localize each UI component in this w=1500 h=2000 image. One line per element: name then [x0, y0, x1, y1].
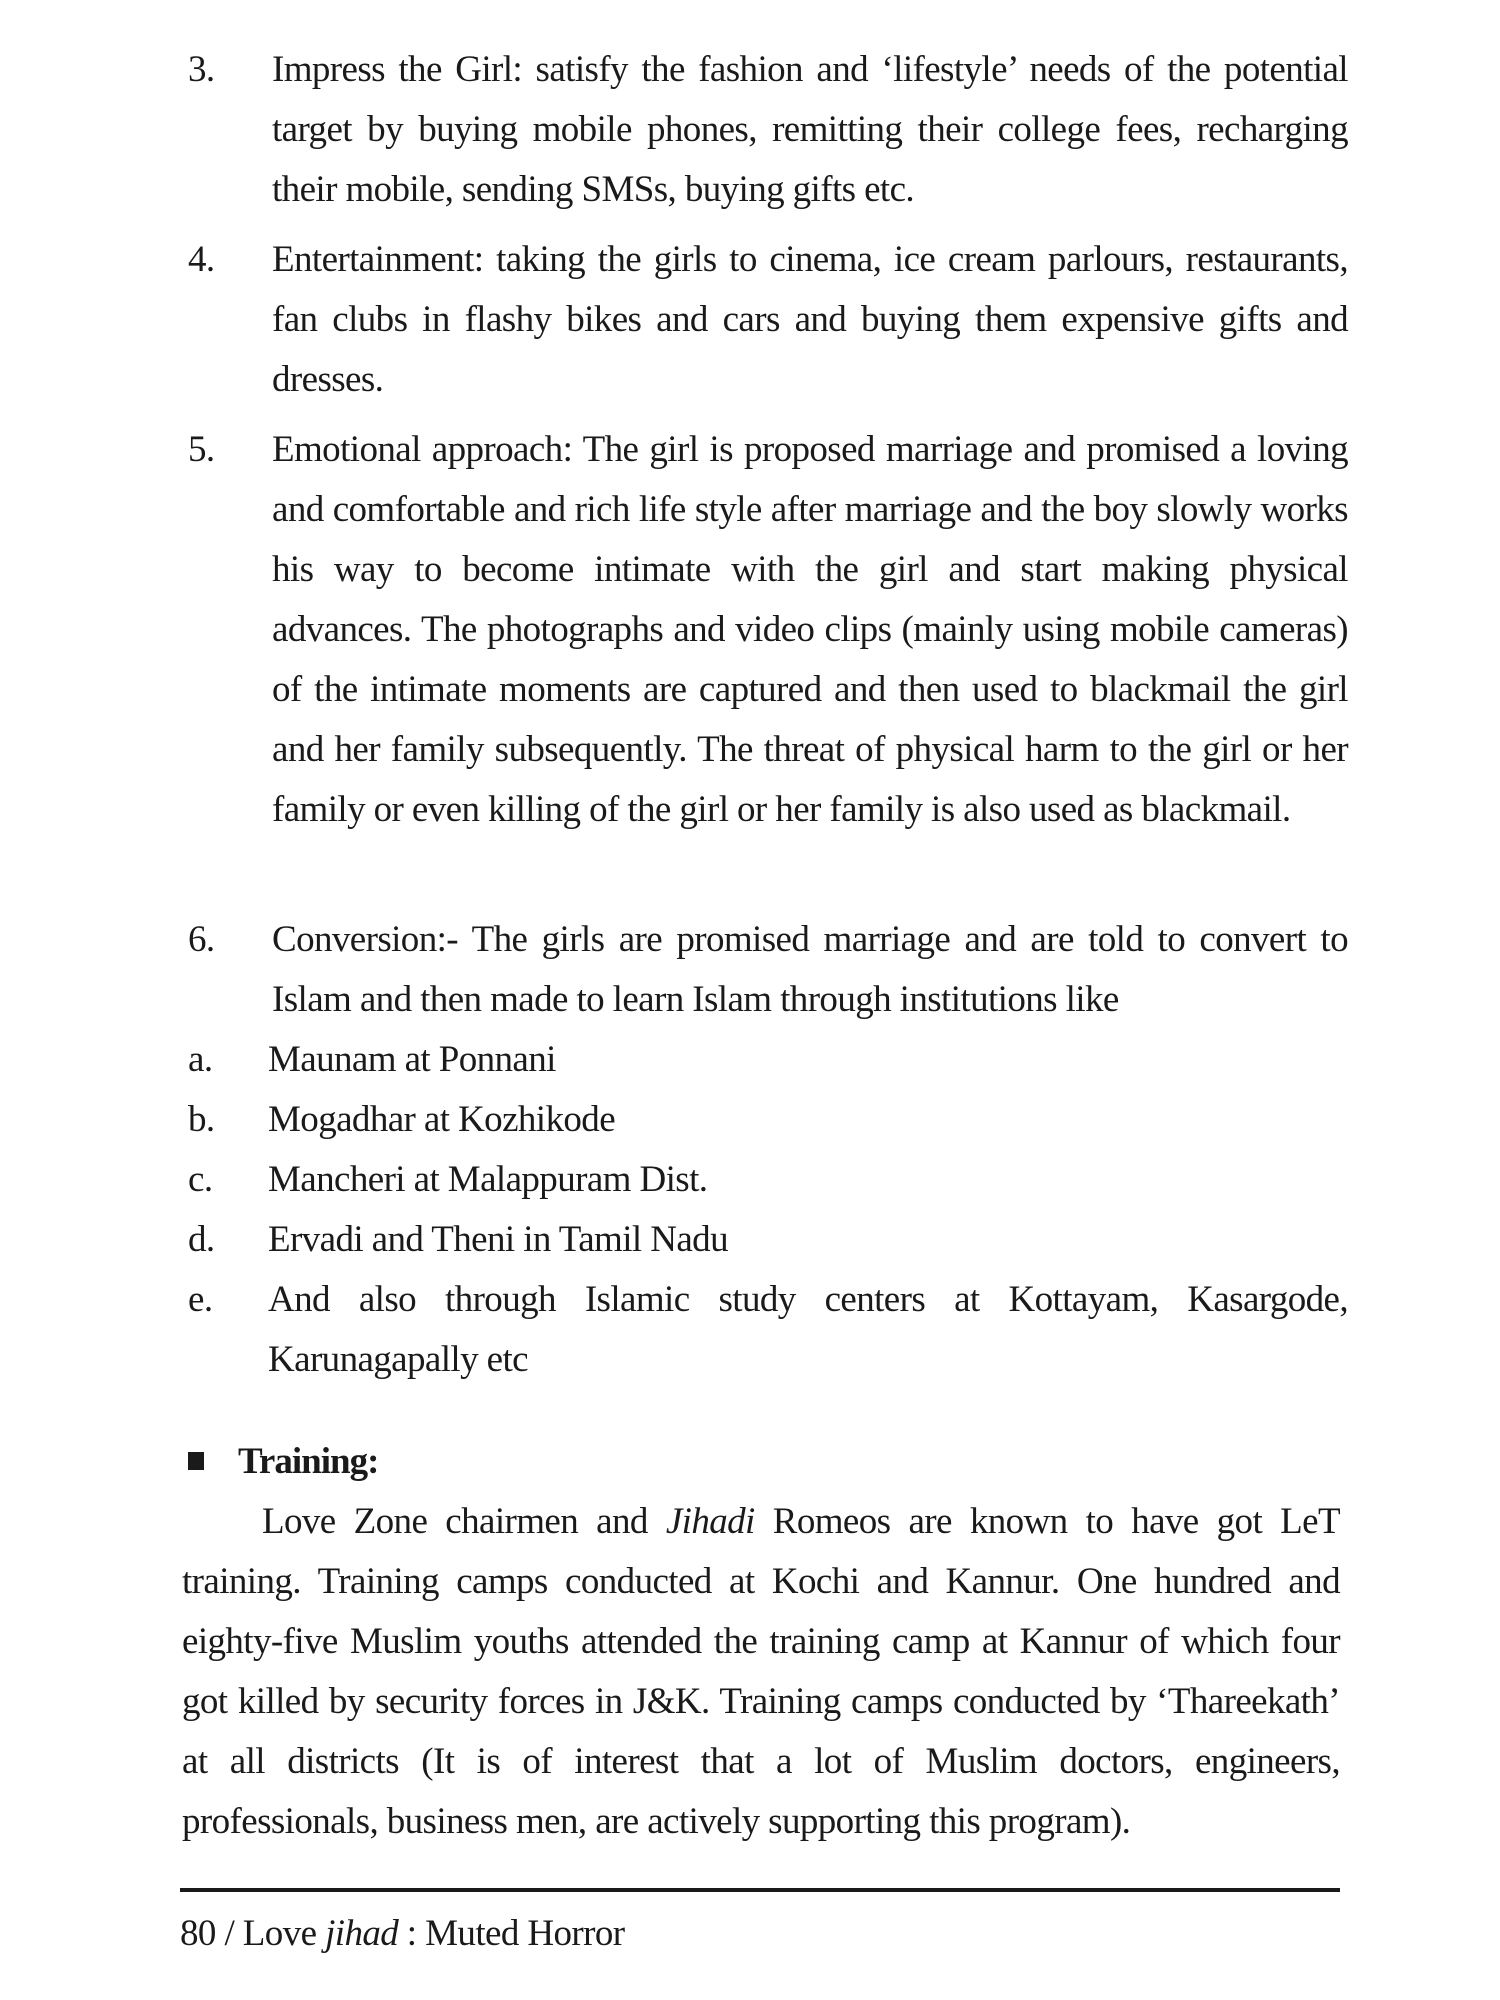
list-item-number: 6.	[188, 919, 215, 960]
paragraph-lead: Love Zone chairmen and	[262, 1501, 666, 1542]
section-heading	[188, 1432, 378, 1492]
sub-list-item	[188, 1150, 1348, 1210]
sub-list-item-letter: b.	[188, 1099, 215, 1140]
sub-list-item-text: Mogadhar at Kozhikode	[268, 1099, 616, 1140]
sub-list-item	[188, 1210, 1348, 1270]
list-item-number: 5.	[188, 429, 215, 470]
sub-list-item-text: Mancheri at Malappuram Dist.	[268, 1159, 708, 1200]
page-footer	[180, 1904, 624, 1964]
footer-separator: / Love	[215, 1913, 326, 1954]
list-item-number: 3.	[188, 49, 215, 90]
list-item-text: Emotional approach: The girl is proposed marriage and promised a loving and comfortable and rich life style after marriage and the boy slowly works his way to become intimate with the girl and start making physical advances. The photographs and video clips (mainly using mobile cameras) of the intimate moments are captured and then used to blackmail the girl and her family subsequently. The threat of physical harm to the girl or her family or even killing of the girl or her family is also used as blackmail.	[272, 429, 1348, 830]
square-bullet-icon	[188, 1452, 204, 1470]
list-item	[188, 420, 1348, 840]
sub-list-item	[188, 1030, 1348, 1090]
list-item-number: 4.	[188, 239, 215, 280]
list-item-text: Conversion:- The girls are promised marriage and are told to convert to Islam and then made to learn Islam through institutions like	[272, 919, 1348, 1020]
list-item-text: Entertainment: taking the girls to cinema, ice cream parlours, restaurants, fan clubs in flashy bikes and cars and buying them expensive gifts and dresses.	[272, 239, 1348, 400]
sub-list-item-text: Maunam at Ponnani	[268, 1039, 556, 1080]
list-item	[188, 230, 1348, 410]
book-title-rest: : Muted Horror	[398, 1913, 625, 1954]
sub-list-item-letter: e.	[188, 1279, 213, 1320]
sub-list-item-letter: d.	[188, 1219, 215, 1260]
sub-list-item-letter: c.	[188, 1159, 213, 1200]
sub-list-item-text: And also through Islamic study centers at Kottayam, Kasargode, Karunagapally etc	[268, 1279, 1348, 1380]
page-number: 80	[180, 1913, 216, 1954]
section-heading-text: Training:	[238, 1441, 379, 1482]
list-item	[188, 40, 1348, 220]
sub-list-item	[188, 1270, 1348, 1390]
sub-list-item-text: Ervadi and Theni in Tamil Nadu	[268, 1219, 728, 1260]
paragraph-rest: Romeos are known to have got LeT training. Training camps conducted at Kochi and Kannur. One hundred and eighty-five Muslim youths attended the training camp at Kannur of which four got killed by security forces in J&K. Training camps conducted by ‘Thareekath’ at all districts (It is of interest that a lot of Muslim doctors, engineers, professionals, business men, are actively supporting this program).	[182, 1501, 1340, 1842]
footer-divider	[180, 1888, 1340, 1892]
sub-list-item	[188, 1090, 1348, 1150]
paragraph-italic-term: Jihadi	[665, 1501, 755, 1542]
book-title-italic: jihad	[325, 1913, 399, 1954]
sub-list-item-letter: a.	[188, 1039, 213, 1080]
list-item-text: Impress the Girl: satisfy the fashion and ‘lifestyle’ needs of the potential target by buying mobile phones, remitting their college fees, recharging their mobile, sending SMSs, buying gifts etc.	[272, 49, 1348, 210]
list-item	[188, 910, 1348, 1030]
body-paragraph	[182, 1492, 1340, 1852]
